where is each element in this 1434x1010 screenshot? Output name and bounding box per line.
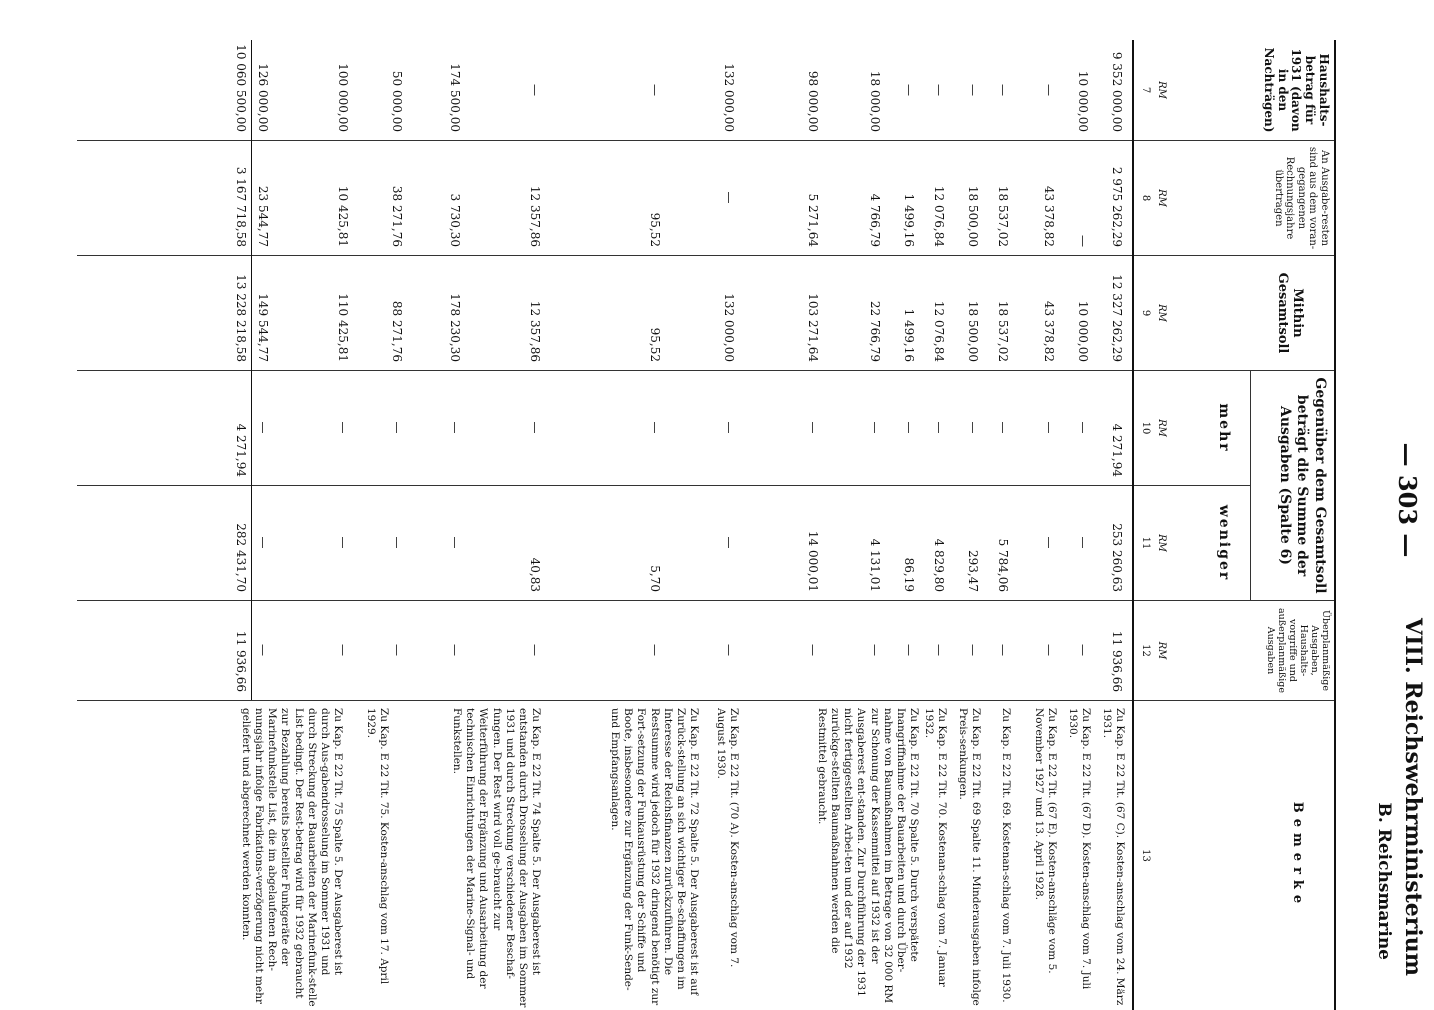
column-header-13 — [1134, 700, 1334, 1010]
column-header-7 — [1134, 40, 1334, 140]
cell-ausgabereste: 23 544,77 — [256, 185, 270, 247]
column-unit: RM — [1156, 419, 1167, 437]
cell-haushaltsbetrag: 98 000,00 — [806, 70, 820, 132]
column-label: Bemerke — [1290, 801, 1305, 910]
cell-mehr: — — [868, 421, 882, 434]
total-gesamtsoll: 13 228 218,58 — [234, 274, 248, 362]
cell-haushaltsbetrag: — — [966, 84, 980, 96]
cell-ueberplanmaessig: — — [1042, 644, 1056, 656]
column-label: Haushalts-betrag für 1931 (davon in den Nachträgen) — [1261, 47, 1331, 133]
cell-ausgabereste: 12 076,84 — [932, 185, 946, 247]
column-number: 8 — [1140, 194, 1152, 202]
cell-ausgabereste: 18 537,02 — [996, 185, 1010, 247]
cell-haushaltsbetrag: — — [902, 84, 916, 96]
cell-ueberplanmaessig: — — [902, 644, 916, 656]
cell-haushaltsbetrag: 50 000,00 — [390, 70, 404, 132]
cell-weniger: — — [256, 536, 270, 549]
column-label: Mithin Gesamtsoll — [1275, 272, 1305, 354]
total-weniger: 282 431,70 — [234, 523, 248, 592]
cell-gesamtsoll: 1 499,16 — [902, 308, 916, 362]
cell-ueberplanmaessig: — — [868, 644, 882, 656]
column-header-8 — [1134, 140, 1334, 255]
cell-mehr: — — [1076, 421, 1090, 434]
cell-haushaltsbetrag: — — [1042, 84, 1056, 96]
total-mehr: 4 271,94 — [234, 423, 248, 477]
cell-ausgabereste: 4 766,79 — [868, 193, 882, 247]
cell-ausgabereste: 2 975 262,29 — [1110, 166, 1124, 247]
cell-ueberplanmaessig: — — [390, 644, 404, 656]
cell-ueberplanmaessig: 11 936,66 — [1110, 630, 1124, 692]
table-row — [800, 40, 820, 1010]
cell-ueberplanmaessig: — — [806, 644, 820, 656]
cell-gesamtsoll: 18 500,00 — [966, 300, 980, 362]
cell-weniger: 4 829,80 — [932, 538, 946, 592]
cell-ausgabereste: 43 378,82 — [1042, 185, 1056, 247]
cell-ausgabereste: — — [1076, 235, 1090, 247]
cell-ueberplanmaessig: — — [996, 644, 1010, 656]
column-label: Überplanmäßige Ausgaben, Haushalts-vorgriffe und außerplanmäßige Ausgaben — [1265, 608, 1331, 693]
column-label: An Ausgabe-resten sind aus dem voran-gegangenen Rechnungsjahre übertragen — [1273, 146, 1330, 250]
cell-weniger: — — [336, 536, 350, 549]
cell-haushaltsbetrag: — — [932, 84, 946, 96]
cell-ausgabereste: 95,52 — [648, 212, 662, 247]
total-ausgabereste: 3 167 718,58 — [234, 166, 248, 247]
cell-ausgabereste: 5 271,64 — [806, 193, 820, 247]
cell-haushaltsbetrag: — — [996, 84, 1010, 96]
cell-ausgabereste: 10 425,81 — [336, 185, 350, 247]
cell-gesamtsoll: 10 000,00 — [1076, 300, 1090, 362]
section-subtitle: B. Reichsmarine — [1374, 802, 1394, 960]
cell-ueberplanmaessig: — — [648, 644, 662, 656]
cell-ueberplanmaessig: — — [336, 644, 350, 656]
cell-haushaltsbetrag: 10 000,00 — [1076, 70, 1090, 132]
cell-ausgabereste: 38 271,76 — [390, 185, 404, 247]
column-unit: RM — [1156, 81, 1168, 99]
cell-mehr: — — [256, 421, 270, 434]
remark-note: Zu Kap. E 22 Tit. 74 Spalte 5. Der Ausgaberest ist entstanden durch Drosselung der Ausgaben im Sommer 1931 und durch Streckung verschiedener Beschaf-fungen. Der Rest wird voll ge-braucht zur Weiterführung der Ergänzung und Ausarbeitung der technischen Einrichtungen der Marine-Signal- und Funkstellen. — [451, 708, 542, 1008]
column-header-10 — [1134, 370, 1250, 485]
cell-weniger: 86,19 — [902, 557, 916, 592]
table-header — [1132, 40, 1336, 1010]
column-label: weniger — [1216, 504, 1232, 582]
remark-note: Zu Kap. E 22 Tit. 70 Spalte 5. Durch verspätete Inangriffnahme der Bauarbeiten und durch Über-nahme von Baumaßnahmen im Betrage von 32 000 RM zur Schonung der Kassenmittel auf 1932 ist der Ausgaberest ent-standen. Zur Durchführung der 1931 nicht fertiggestellten Arbei-ten und der auf 1932 zurückge-stellten Baumaßnahmen werden die Restmittel gebraucht. — [816, 708, 920, 1004]
cell-mehr: — — [966, 421, 980, 434]
cell-mehr: — — [996, 421, 1010, 434]
table-body — [77, 40, 1132, 1010]
cell-weniger: — — [448, 536, 462, 549]
cell-ausgabereste: 12 357,86 — [528, 185, 542, 247]
cell-ausgabereste: 3 730,30 — [448, 193, 462, 247]
cell-weniger: 253 260,63 — [1110, 523, 1124, 592]
remark-note: Zu Kap. E 22 Tit. 75 Spalte 5. Der Ausgaberest ist durch Aus-gabendrosselung im Sommer 1931 und durch Streckung der Bauarbeiten der Marinefunk-stelle List bedingt. Der Rest-betrag wird für 1932 gebraucht zur Bezahlung bereits bestellter Funkgeräte der Marinefunkstelle List, die im abgelaufenen Rech-nungsjahr infolge Fabrikations-verzögerung nicht mehr geliefert und abgerechnet werden konnten. — [240, 708, 344, 1007]
column-unit: RM — [1156, 304, 1168, 322]
remark-note: Zu Kap. E 22 Tit. 69. Kostenan-schlag vom 7. Juli 1930. — [1000, 708, 1012, 1003]
cell-haushaltsbetrag: 18 000,00 — [868, 70, 882, 132]
cell-ueberplanmaessig: — — [966, 644, 980, 656]
cell-weniger: — — [722, 536, 736, 549]
cell-haushaltsbetrag: 174 500,00 — [448, 63, 462, 132]
column-number: 11 — [1140, 536, 1151, 550]
cell-ausgabereste: — — [722, 191, 736, 204]
remark-note: Zu Kap. E 22 Tit. 70. Kostenan-schlag vom 7. Januar 1932. — [922, 708, 948, 987]
cell-mehr: 4 271,94 — [1110, 423, 1124, 477]
cell-ueberplanmaessig: — — [448, 644, 462, 656]
column-number: 10 — [1140, 421, 1151, 435]
column-number: 7 — [1140, 86, 1152, 94]
cell-ueberplanmaessig: — — [932, 644, 946, 656]
cell-weniger: 5,70 — [648, 565, 662, 592]
cell-weniger: 14 000,01 — [806, 530, 820, 592]
cell-gesamtsoll: 95,52 — [648, 327, 662, 362]
sum-rule — [251, 40, 252, 700]
cell-weniger: — — [1042, 536, 1056, 549]
page-header — [1334, 0, 1434, 1000]
cell-weniger: 5 784,06 — [996, 538, 1010, 592]
cell-gesamtsoll: 132 000,00 — [722, 293, 736, 362]
remark-note: Zu Kap. E 22 Tit. 72 Spalte 5. Der Ausgaberest ist auf Zurück-stellung an sich wichtiger Be-schaffungen im Interesse der Reichsfinanzen zurückzuführen. Die Restsumme wird jedoch für 1932 dringend benötigt zur Fort-setzung der Funkausrüstung der Schiffe und Boote, insbesondere zur Ergänzung der Funk-Sende- und Empfangsanlagen. — [609, 708, 700, 1006]
column-number: 9 — [1140, 309, 1152, 317]
cell-weniger: 293,47 — [966, 550, 980, 592]
cell-gesamtsoll: 12 327 262,29 — [1110, 274, 1124, 362]
remark-note: Zu Kap. E 22 Tit. (67 E). Kosten-anschläge vom 5. November 1927 und 13. April 1928. — [1032, 708, 1058, 974]
cell-haushaltsbetrag: 9 352 000,00 — [1110, 51, 1124, 132]
cell-weniger: — — [390, 536, 404, 549]
cell-mehr: — — [932, 421, 946, 434]
cell-haushaltsbetrag: 100 000,00 — [336, 63, 350, 132]
cell-ueberplanmaessig: — — [722, 644, 736, 656]
cell-mehr: — — [806, 421, 820, 434]
remark-note: Zu Kap. E 22 Tit. (67 D). Kosten-anschlag vom 7. Juli 1930. — [1066, 708, 1092, 990]
cell-gesamtsoll: 103 271,64 — [806, 293, 820, 362]
cell-ueberplanmaessig: — — [256, 644, 270, 656]
cell-mehr: — — [528, 421, 542, 434]
cell-mehr: — — [336, 421, 350, 434]
cell-gesamtsoll: 12 076,84 — [932, 300, 946, 362]
cell-weniger: 4 131,01 — [868, 538, 882, 592]
column-header-9 — [1134, 255, 1334, 370]
cell-ueberplanmaessig: — — [1076, 644, 1090, 656]
cell-gesamtsoll: 149 544,77 — [256, 293, 270, 362]
cell-mehr: — — [448, 421, 462, 434]
totals-row — [228, 40, 248, 1010]
cell-mehr: — — [902, 421, 916, 434]
total-ueberplanmaessig: 11 936,66 — [234, 630, 248, 692]
remark-note: Zu Kap. E 22 Tit. 69 Spalte 11. Minderausgaben infolge Preis-senkungen. — [956, 708, 982, 1006]
column-header-11 — [1134, 485, 1250, 600]
section-title: VIII. Reichswehrministerium — [1400, 618, 1426, 976]
cell-gesamtsoll: 12 357,86 — [528, 300, 542, 362]
cell-ausgabereste: 1 499,16 — [902, 193, 916, 247]
cell-haushaltsbetrag: — — [528, 84, 542, 96]
comparison-group-header: Gegenüber dem Gesamtsoll beträgt die Summe der Ausgaben (Spalte 6) — [1250, 370, 1334, 600]
cell-gesamtsoll: 88 271,76 — [390, 300, 404, 362]
cell-haushaltsbetrag: 132 000,00 — [722, 63, 736, 132]
cell-gesamtsoll: 18 537,02 — [996, 300, 1010, 362]
cell-weniger: 40,83 — [528, 557, 542, 592]
column-unit: RM — [1156, 641, 1168, 660]
cell-mehr: — — [648, 421, 662, 434]
cell-gesamtsoll: 178 230,30 — [448, 293, 462, 362]
budget-table — [77, 40, 1336, 1010]
cell-gesamtsoll: 22 766,79 — [868, 300, 882, 362]
cell-haushaltsbetrag: — — [648, 84, 662, 96]
cell-weniger: — — [1076, 536, 1090, 549]
remark-note: Zu Kap. E 22 Tit. 75. Kosten-anschlag vom 17. April 1929. — [364, 708, 390, 985]
cell-mehr: — — [1042, 421, 1056, 434]
column-unit: RM — [1156, 189, 1168, 207]
column-number: 12 — [1140, 644, 1152, 657]
page-number: — 303 — — [1393, 442, 1422, 558]
cell-haushaltsbetrag: 126 000,00 — [256, 63, 270, 132]
cell-ausgabereste: 18 500,00 — [966, 185, 980, 247]
column-header-12 — [1134, 600, 1334, 700]
cell-ueberplanmaessig: — — [528, 644, 542, 656]
column-unit: RM — [1156, 534, 1167, 552]
remark-note: Zu Kap. E 22 Tit. (70 A). Kosten-anschlag vom 7. August 1930. — [714, 708, 740, 968]
cell-mehr: — — [722, 421, 736, 434]
cell-mehr: — — [390, 421, 404, 434]
cell-gesamtsoll: 43 378,82 — [1042, 300, 1056, 362]
cell-gesamtsoll: 110 425,81 — [336, 293, 350, 362]
remark-note: Zu Kap. E 22 Tit. (67 C). Kosten-anschlag vom 24. März 1931. — [1100, 708, 1126, 1006]
total-haushaltsbetrag: 10 060 500,00 — [234, 44, 248, 132]
column-number: 13 — [1140, 849, 1152, 862]
column-label: mehr — [1216, 403, 1232, 453]
